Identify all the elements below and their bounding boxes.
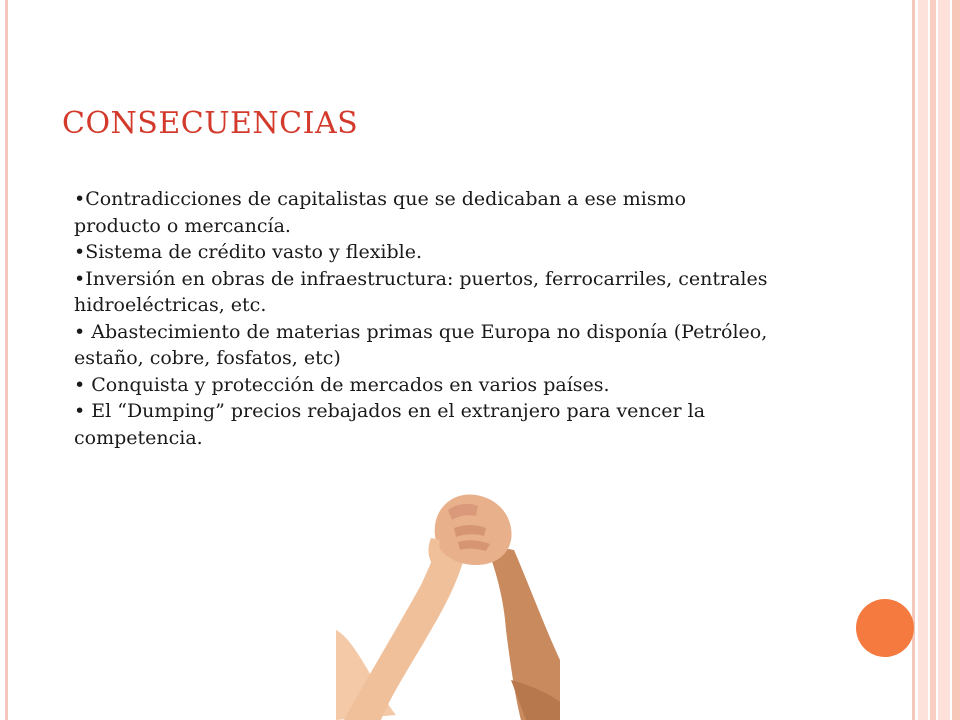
bullet-item: • Abastecimiento de materias primas que Europa no disponía (Petróleo, estaño, cobre, fosfatos, etc) (74, 320, 768, 369)
decorative-stripe (930, 0, 936, 720)
decorative-stripe (938, 0, 950, 720)
arm-wrestling-photo (336, 480, 560, 720)
bullet-item: • Conquista y protección de mercados en varios países. (74, 373, 610, 396)
bullet-list (74, 186, 774, 451)
bullet-item: •Inversión en obras de infraestructura: puertos, ferrocarriles, centrales hidroeléctricas, etc. (74, 267, 768, 316)
decorative-stripe (918, 0, 928, 720)
accent-circle (856, 599, 914, 657)
slide-title: CONSECUENCIAS (62, 106, 359, 141)
decorative-stripe (952, 0, 960, 720)
bullet-item: • El “Dumping” precios rebajados en el extranjero para vencer la competencia. (74, 400, 706, 449)
bullet-item: •Contradicciones de capitalistas que se dedicaban a ese mismo producto o mercancía. (74, 188, 687, 237)
bullet-item: •Sistema de crédito vasto y flexible. (74, 241, 423, 263)
